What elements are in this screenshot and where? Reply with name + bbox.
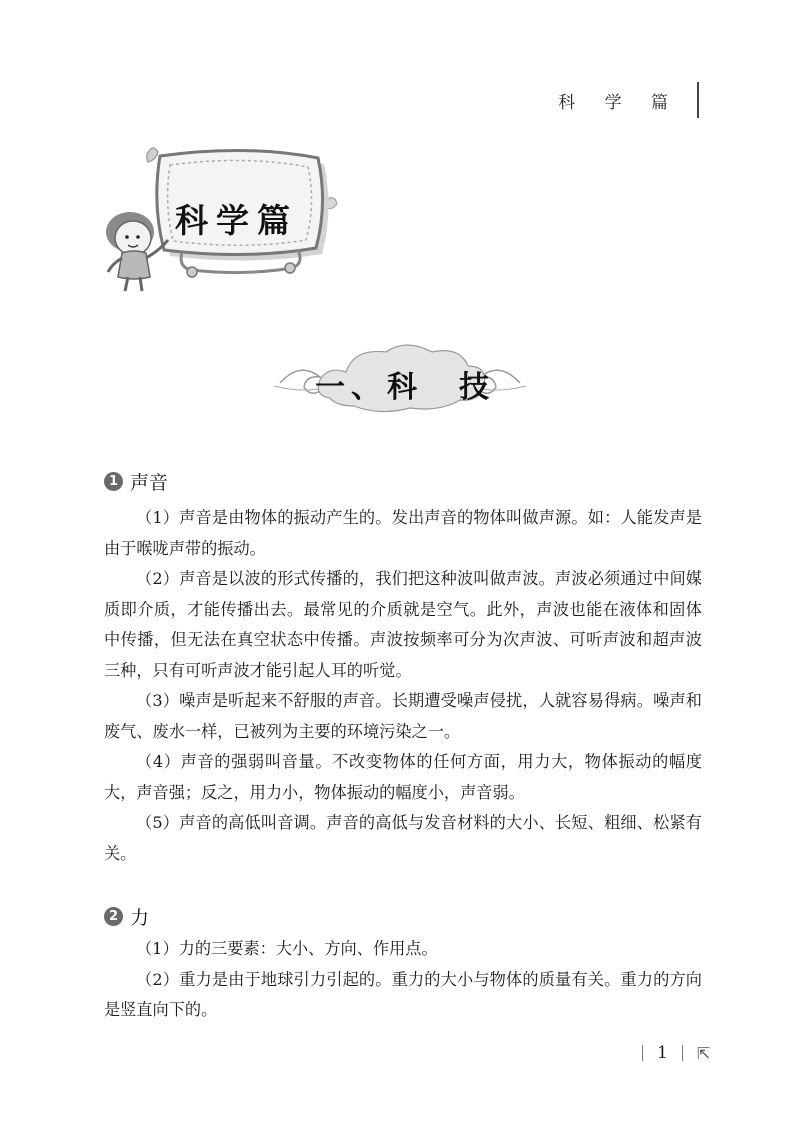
section-body [104, 934, 702, 1026]
subsection-heading [104, 468, 168, 495]
paragraph: （2）重力是由于地球引力引起的。重力的大小与物体的质量有关。重力的方向是竖直向下的。 [104, 969, 702, 1019]
paragraph: （1）力的三要素：大小、方向、作用点。 [136, 939, 438, 958]
child-eye-right [136, 235, 140, 239]
child-face [115, 221, 151, 255]
paragraph: （4）声音的强弱叫音量。不改变物体的任何方面，用力大，物体振动的幅度大，声音强；反之，用力小，物体振动的幅度小，声音弱。 [104, 752, 702, 802]
paragraph: （5）声音的高低叫音调。声音的高低与发音材料的大小、长短、粗细、松紧有关。 [104, 813, 702, 863]
number-badge: 1 [104, 472, 123, 491]
footer-divider [682, 1045, 683, 1061]
paragraph: （1）声音是由物体的振动产生的。发出声音的物体叫做声源。如：人能发声是由于喉咙声带的振动。 [104, 508, 702, 558]
subsection-title: 力 [130, 907, 150, 929]
paragraph: （2）声音是以波的形式传播的，我们把这种波叫做声波。声波必须通过中间媒质即介质，才能传播出去。最常见的介质就是空气。此外，声波也能在液体和固体中传播，但无法在真空状态中传播。声波按频率可分为次声波、可听声波和超声波三种，只有可听声波才能引起人耳的听觉。 [104, 569, 702, 680]
paragraph: （3）噪声是听起来不舒服的声音。长期遭受噪声侵扰，人就容易得病。噪声和废气、废水一样，已被列为主要的环境污染之一。 [104, 691, 702, 741]
subsection-title: 声音 [130, 472, 169, 494]
flower-decoration [147, 148, 158, 162]
header-rule [697, 82, 699, 118]
number-badge: 2 [104, 907, 123, 926]
page-number: 1 [657, 1043, 668, 1063]
footer-divider [642, 1045, 643, 1061]
child-body [118, 251, 150, 279]
sign-wheel-left [187, 267, 197, 277]
child-eye-left [125, 235, 129, 239]
running-head: 科 学 篇 [558, 93, 680, 113]
subsection-heading [104, 903, 149, 930]
chapter-title: 科学篇 [175, 201, 298, 240]
page-footer [628, 1043, 710, 1063]
corner-arrow-icon: ⇱ [696, 1043, 711, 1063]
sign-wheel-right [285, 263, 295, 273]
section-body [104, 503, 702, 869]
section-title: 一、科 技 [315, 370, 495, 405]
child-leg-right [140, 277, 142, 291]
